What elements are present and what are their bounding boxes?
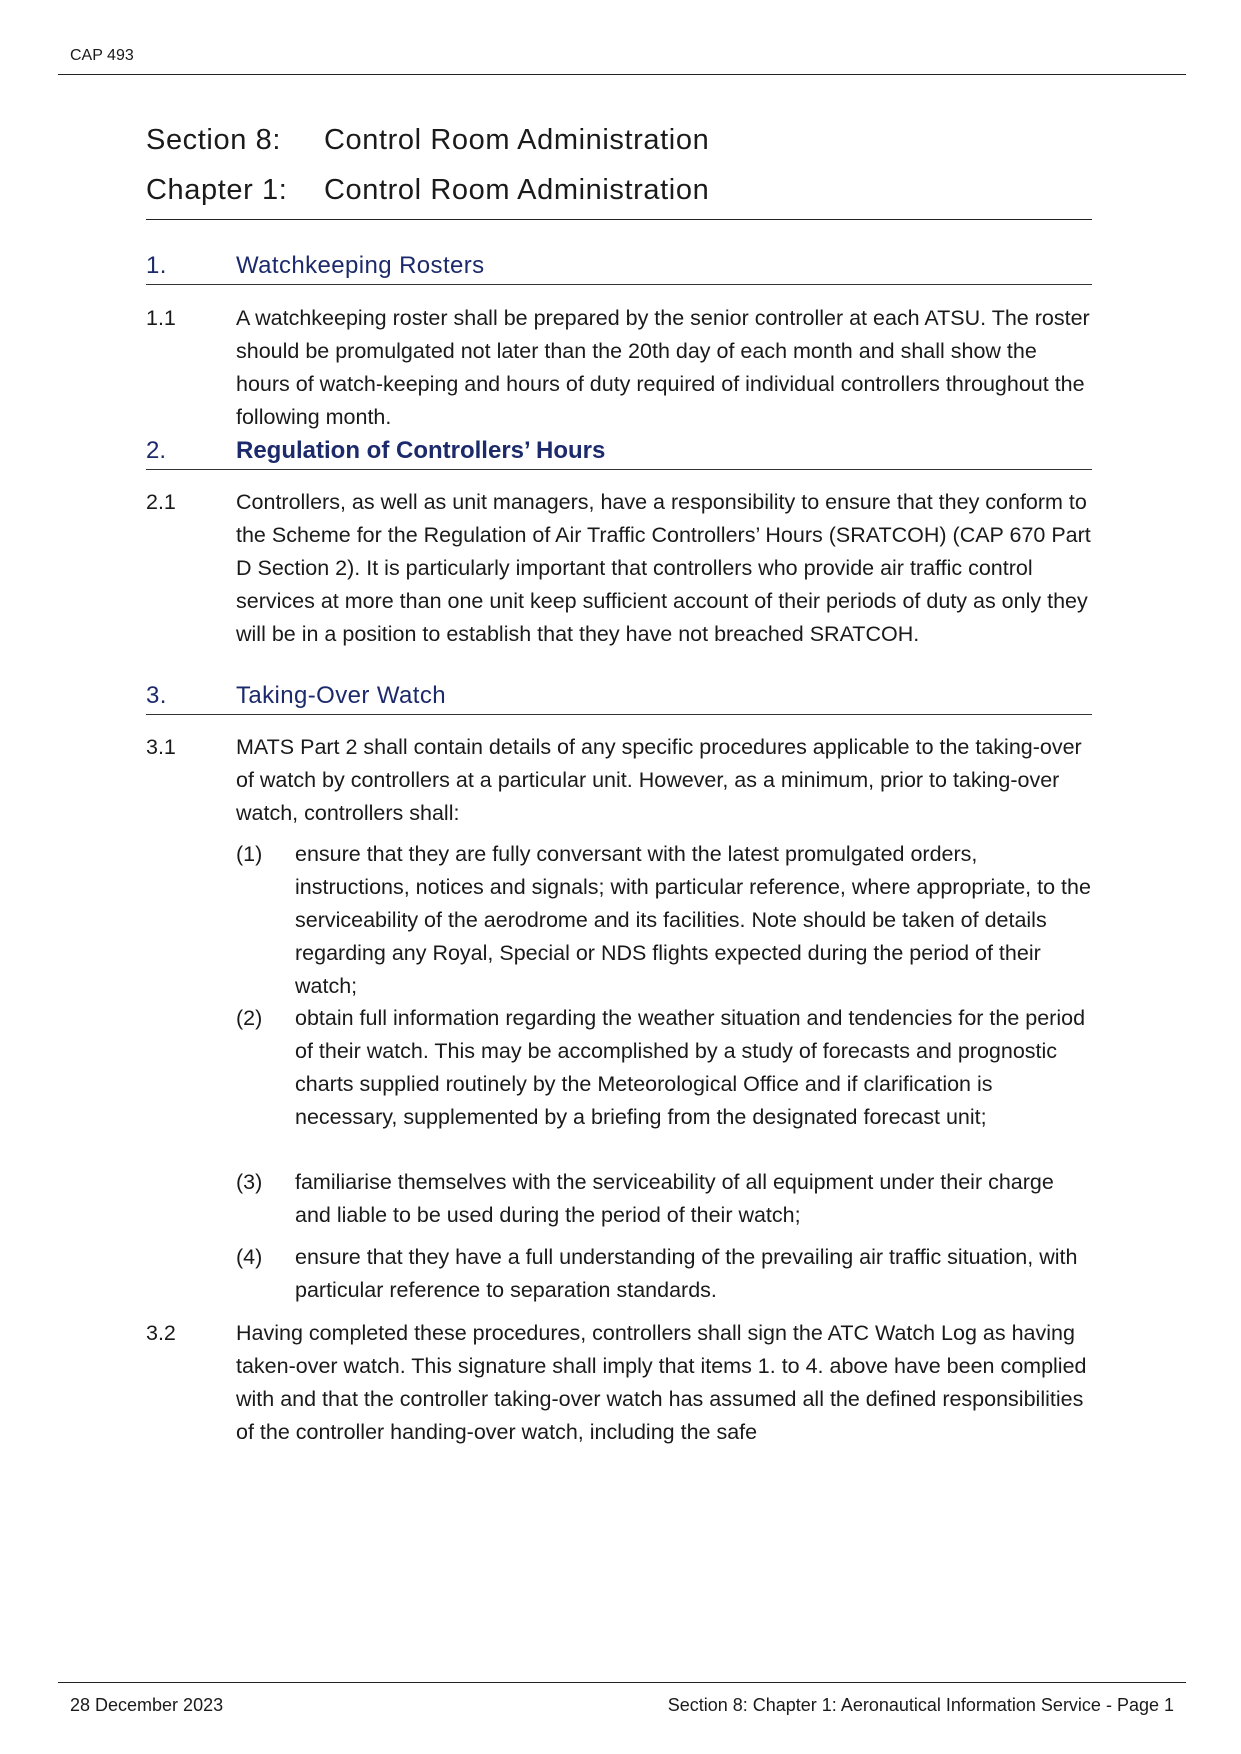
paragraph-number: 2.1 — [146, 490, 176, 514]
running-header — [58, 44, 1186, 75]
paragraph-text: Controllers, as well as unit managers, have a responsibility to ensure that they conform to the Scheme for the Regulation of Air Traffic Controllers’ Hours (SRATCOH) (CAP 670 Part D Section 2). It is particularly important that controllers who provide air traffic control services at more than one unit keep sufficient account of their periods of duty as only they will be in a position to establish that they have not breached SRATCOH. — [236, 490, 1091, 646]
paragraph-3-1 — [146, 731, 1092, 830]
paragraph-text: Having completed these procedures, controllers shall sign the ATC Watch Log as having taken-over watch. This signature shall imply that items 1. to 4. above have been complied with and that the controller taking-over watch has assumed all the defined responsibilities of the controller handing-over watch, including the safe — [236, 1321, 1087, 1444]
list-item-number: (4) — [236, 1245, 263, 1269]
paragraph-number: 3.2 — [146, 1321, 176, 1345]
footer-page-ref: Section 8: Chapter 1: Aeronautical Information Service - Page 1 — [667, 1695, 1174, 1715]
heading-regulation-of-controllers-hours — [146, 437, 1092, 470]
heading-text: Taking-Over Watch — [236, 682, 446, 709]
list-item — [236, 1002, 1092, 1134]
section-title: Control Room Administration — [324, 124, 710, 156]
paragraph-number: 1.1 — [146, 306, 176, 330]
chapter-label: Chapter 1: — [146, 174, 288, 206]
paragraph-3-2 — [146, 1317, 1092, 1449]
heading-number: 1. — [146, 252, 167, 279]
heading-taking-over-watch — [146, 682, 1092, 715]
list-item-number: (3) — [236, 1170, 263, 1194]
chapter-title: Control Room Administration — [324, 174, 710, 206]
heading-watchkeeping-rosters — [146, 252, 1092, 285]
section-title-row — [146, 115, 1092, 165]
list-item-text: obtain full information regarding the weather situation and tendencies for the period of their watch. This may be accomplished by a study of forecasts and prognostic charts supplied routinely by the Meteorological Office and if clarification is necessary, supplemented by a briefing from the designated forecast unit; — [295, 1006, 1086, 1129]
list-item — [236, 838, 1092, 1003]
list-item-text: ensure that they are fully conversant with the latest promulgated orders, instructions, notices and signals; with particular reference, where appropriate, to the serviceability of the aerodrome and its facilities. Note should be taken of details regarding any Royal, Special or NDS flights expected during the period of their watch; — [295, 842, 1091, 998]
heading-number: 3. — [146, 682, 167, 709]
footer-date: 28 December 2023 — [70, 1695, 224, 1715]
doc-id: CAP 493 — [70, 47, 134, 64]
paragraph-text: MATS Part 2 shall contain details of any specific procedures applicable to the taking-over of watch by controllers at a particular unit. However, as a minimum, prior to taking-over watch, controllers shall: — [236, 735, 1082, 825]
list-item — [236, 1241, 1092, 1307]
chapter-title-row — [146, 165, 1092, 215]
list-item-text: familiarise themselves with the serviceability of all equipment under their charge and liable to be used during the period of their watch; — [295, 1170, 1054, 1227]
paragraph-2-1 — [146, 486, 1092, 651]
list-item — [236, 1166, 1092, 1232]
heading-number: 2. — [146, 437, 167, 464]
section-label: Section 8: — [146, 124, 281, 156]
list-item-text: ensure that they have a full understanding of the prevailing air traffic situation, with particular reference to separation standards. — [295, 1245, 1078, 1302]
paragraph-number: 3.1 — [146, 735, 176, 759]
heading-text: Regulation of Controllers’ Hours — [236, 437, 606, 464]
list-item-number: (2) — [236, 1006, 263, 1030]
list-item-number: (1) — [236, 842, 263, 866]
paragraph-text: A watchkeeping roster shall be prepared by the senior controller at each ATSU. The roster should be promulgated not later than the 20th day of each month and shall show the hours of watch-keeping and hours of duty required of individual controllers throughout the following month. — [236, 306, 1090, 429]
page-footer — [58, 1682, 1186, 1715]
page-title-block — [146, 115, 1092, 220]
heading-text: Watchkeeping Rosters — [236, 252, 485, 279]
paragraph-1-1 — [146, 302, 1092, 434]
